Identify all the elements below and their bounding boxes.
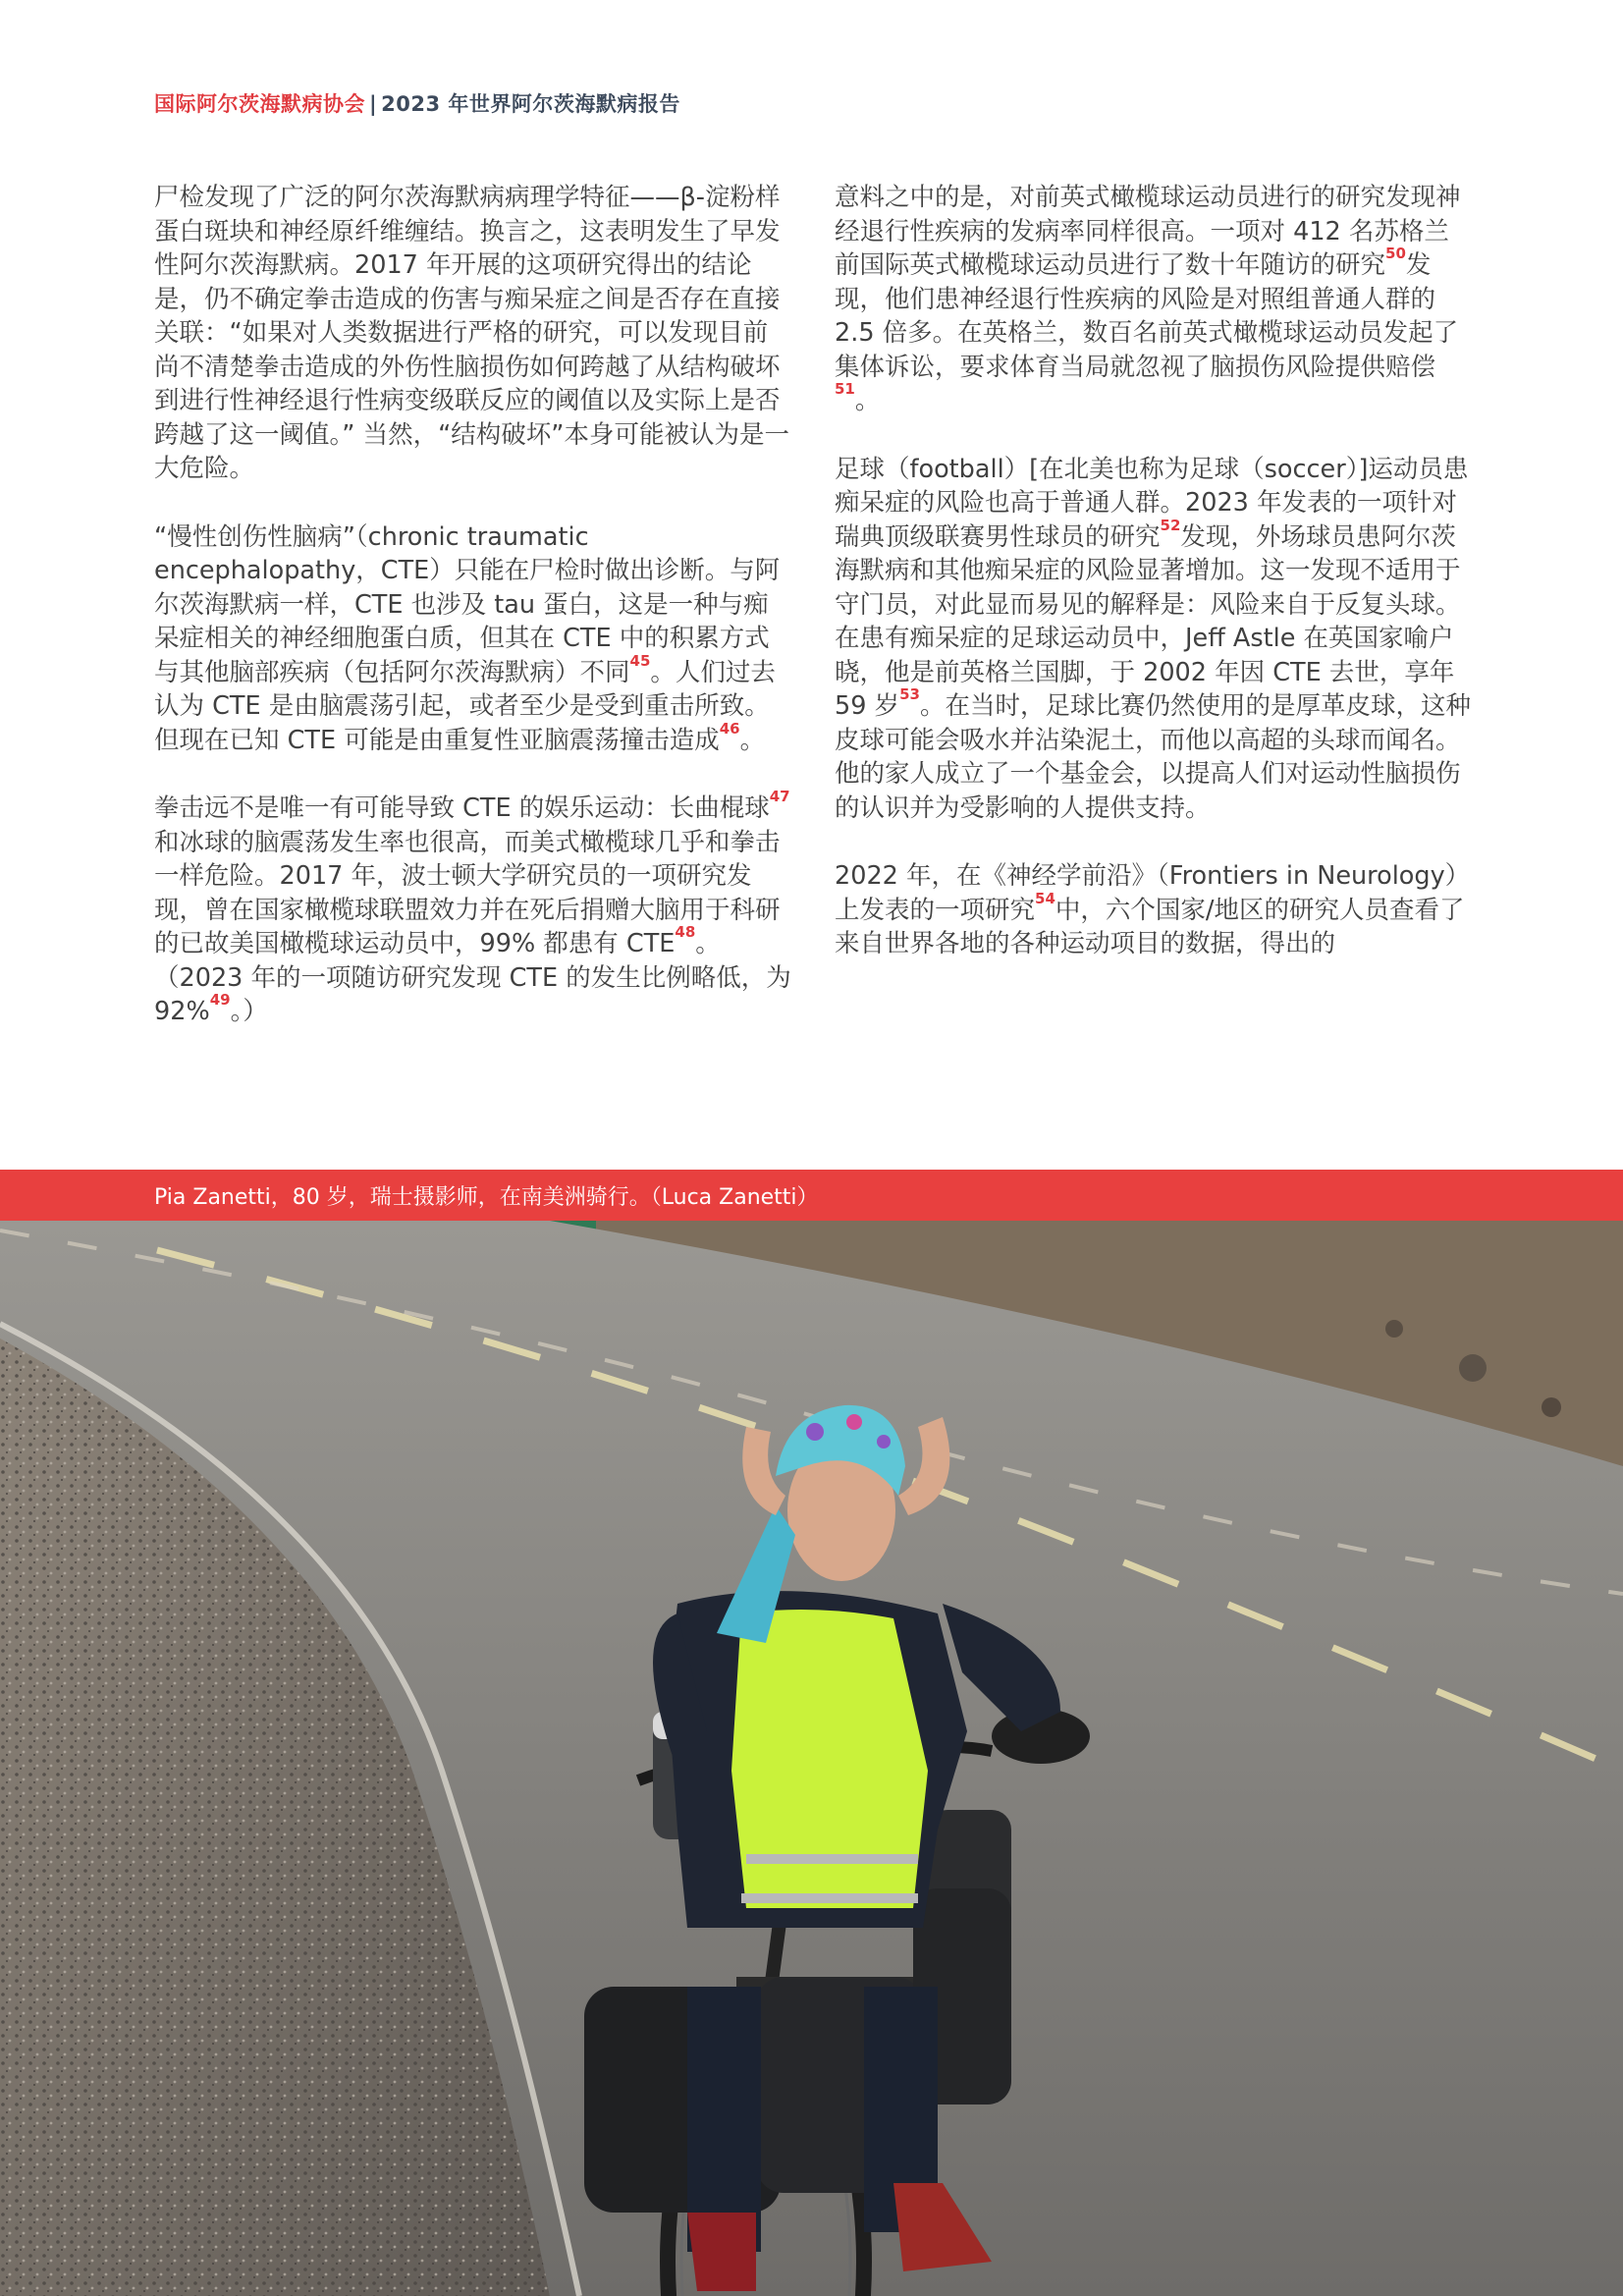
text-run: 。（2023 年的一项随访研究发现 CTE 的发生比例略低，为 92% bbox=[154, 929, 791, 1026]
text-run: 。 bbox=[854, 386, 881, 415]
photo-caption: Pia Zanetti，80 岁，瑞士摄影师，在南美洲骑行。（Luca Zanetti） bbox=[154, 1185, 819, 1210]
left-column bbox=[154, 181, 792, 1064]
footnote-ref[interactable]: 53 bbox=[899, 685, 920, 703]
right-paragraph-2 bbox=[835, 453, 1473, 826]
left-paragraph-3 bbox=[154, 788, 792, 1029]
right-paragraph-1 bbox=[835, 181, 1473, 418]
text-run: 拳击远不是唯一有可能导致 CTE 的娱乐运动：长曲棍球 bbox=[154, 793, 770, 823]
text-run: 中，六个国家/地区的研究人员查看了来自世界各地的各种运动项目的数据，得出的 bbox=[835, 895, 1465, 958]
text-run: 发现，他们患神经退行性疾病的风险是对照组普通人群的 2.5 倍多。在英格兰，数百名前英式橄榄球运动员发起了集体诉讼，要求体育当局就忽视了脑损伤风险提供赔偿 bbox=[835, 250, 1459, 382]
right-paragraph-3 bbox=[835, 859, 1473, 961]
header-report-title: 2023 年世界阿尔茨海默病报告 bbox=[381, 92, 680, 116]
text-run: 和冰球的脑震荡发生率也很高，而美式橄榄球几乎和拳击一样危险。2017 年，波士顿大学研究员的一项研究发现，曾在国家橄榄球联盟效力并在死后捐赠大脑用于科研的已故美国橄榄球运动员中，99% 都患有 CTE bbox=[154, 827, 781, 958]
footnote-ref[interactable]: 51 bbox=[835, 380, 855, 398]
text-run: 。在当时，足球比赛仍然使用的是厚革皮球，这种皮球可能会吸水并沾染泥土，而他以高超的头球而闻名。他的家人成立了一个基金会，以提高人们对运动性脑损伤的认识并为受影响的人提供支持。 bbox=[835, 691, 1471, 823]
text-run: 发现，外场球员患阿尔茨海默病和其他痴呆症的风险显著增加。这一发现不适用于守门员，对此显而易见的解释是：风险来自于反复头球。在患有痴呆症的足球运动员中，Jeff Astle 在英国家喻户晓，他是前英格兰国脚，于 2002 年因 CTE 去世，享年 59 岁 bbox=[835, 521, 1461, 721]
text-run: “慢性创伤性脑病”（chronic traumatic encephalopathy，CTE）只能在尸检时做出诊断。与阿尔茨海默病一样，CTE 也涉及 tau 蛋白，这是一种与痴呆症相关的神经细胞蛋白质，但其在 CTE 中的积累方式与其他脑部疾病（包括阿尔茨海默病）不同 bbox=[154, 521, 781, 687]
text-run: 。人们过去认为 CTE 是由脑震荡引起，或者至少是受到重击所致。但现在已知 CTE 可能是由重复性亚脑震荡撞击造成 bbox=[154, 657, 776, 755]
photo-caption-band bbox=[0, 1170, 1623, 1221]
footnote-ref[interactable]: 45 bbox=[629, 651, 651, 670]
text-run: 意料之中的是，对前英式橄榄球运动员进行的研究发现神经退行性疾病的发病率同样很高。一项对 412 名苏格兰前国际英式橄榄球运动员进行了数十年随访的研究 bbox=[835, 183, 1461, 280]
footnote-ref[interactable]: 49 bbox=[209, 991, 231, 1009]
right-column bbox=[835, 181, 1473, 996]
footnote-ref[interactable]: 48 bbox=[675, 923, 696, 941]
footnote-ref[interactable]: 47 bbox=[769, 788, 790, 805]
footnote-ref[interactable]: 54 bbox=[1035, 889, 1055, 907]
header-separator: | bbox=[369, 92, 378, 116]
left-paragraph-1 bbox=[154, 181, 792, 486]
text-run: 。 bbox=[739, 725, 766, 755]
cyclist-photo bbox=[0, 1221, 1623, 2296]
text-run: 足球（football）[在北美也称为足球（soccer）]运动员患痴呆症的风险也高于普通人群。2023 年发表的一项针对瑞典顶级联赛男性球员的研究 bbox=[835, 454, 1469, 552]
left-paragraph-2 bbox=[154, 520, 792, 758]
footnote-ref[interactable]: 52 bbox=[1160, 516, 1181, 534]
footnote-ref[interactable]: 46 bbox=[719, 719, 740, 738]
text-run: 。） bbox=[230, 997, 268, 1026]
cyclist-photo-illustration bbox=[0, 1221, 1623, 2296]
text-run: 尸检发现了广泛的阿尔茨海默病病理学特征——β-淀粉样蛋白斑块和神经原纤维缠结。换言之，这表明发生了早发性阿尔茨海默病。2017 年开展的这项研究得出的结论是，仍不确定拳击造成的伤害与痴呆症之间是否存在直接关联：“如果对人类数据进行严格的研究，可以发现目前尚不清楚拳击造成的外伤性脑损伤如何跨越了从结构破坏到进行性神经退行性病变级联反应的阈值以及实际上是否跨越了这一阈值。” 当然，“结构破坏”本身可能被认为是一大危险。 bbox=[154, 183, 789, 483]
footnote-ref[interactable]: 50 bbox=[1385, 245, 1406, 262]
running-header bbox=[154, 88, 680, 118]
header-org-name: 国际阿尔茨海默病协会 bbox=[154, 92, 365, 116]
text-run: 2022 年，在《神经学前沿》（Frontiers in Neurology）上发表的一项研究 bbox=[835, 861, 1471, 925]
